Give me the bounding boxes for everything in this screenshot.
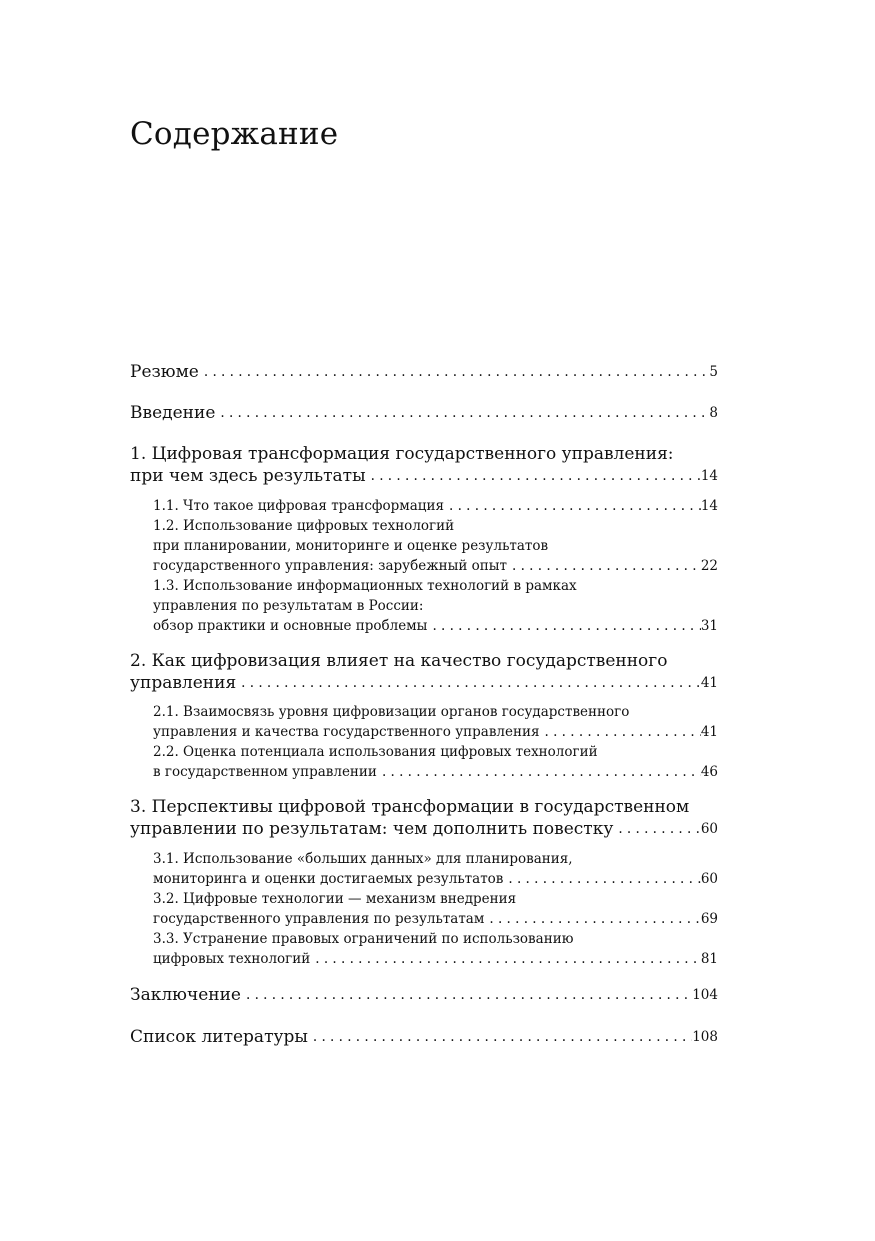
toc-subentry-line: мониторинга и оценки достигаемых результатов <box>153 871 504 887</box>
toc-subentry-line: управления и качества государственного управления <box>153 724 540 740</box>
toc-subentry-3-3 <box>130 929 718 969</box>
toc-entry-text: Заключение <box>130 985 241 1005</box>
toc-page-number: 5 <box>709 364 718 380</box>
toc-page-number: 41 <box>700 675 718 691</box>
table-of-contents <box>130 360 718 1049</box>
toc-subentry-line: цифровых технологий <box>153 951 311 967</box>
toc-page-number: 104 <box>692 987 718 1003</box>
toc-subentry-2-1 <box>130 702 718 742</box>
toc-chapter-2 <box>130 650 718 694</box>
leader-dots <box>540 722 701 742</box>
toc-subentry-1-2 <box>130 516 718 576</box>
leader-dots <box>241 983 692 1007</box>
toc-chapter-title-line: при чем здесь результаты <box>130 466 366 486</box>
toc-subentry-1-3 <box>130 576 718 636</box>
toc-page-number: 14 <box>700 498 718 514</box>
toc-subentry-line: государственного управления: зарубежный опыт <box>153 558 507 574</box>
toc-subentry-line: обзор практики и основные проблемы <box>153 618 428 634</box>
toc-chapter-title-line: 1. Цифровая трансформация государственного управления: <box>130 444 674 464</box>
toc-subentry-line: 3.2. Цифровые технологии — механизм внедрения <box>153 891 517 907</box>
toc-subentry-line: управления по результатам в России: <box>153 598 424 614</box>
leader-dots <box>308 1025 692 1049</box>
toc-subentry-line: 1.1. Что такое цифровая трансформация <box>153 498 445 514</box>
leader-dots <box>427 616 700 636</box>
toc-entry-text: Список литературы <box>130 1027 308 1047</box>
toc-subentry-line: 2.1. Взаимосвязь уровня цифровизации органов государственного <box>153 704 630 720</box>
toc-subentry-line: 1.3. Использование информационных технологий в рамках <box>153 578 577 594</box>
toc-page-number: 108 <box>692 1029 718 1045</box>
leader-dots <box>613 818 700 840</box>
toc-chapter-title-line: 2. Как цифровизация влияет на качество государственного <box>130 651 668 671</box>
leader-dots <box>507 556 701 576</box>
toc-entry-text: Введение <box>130 403 216 423</box>
toc-subentry-2-2 <box>130 742 718 782</box>
toc-entry-bibliography <box>130 1025 718 1049</box>
toc-chapter-title-line: управлении по результатам: чем дополнить повестку <box>130 819 614 839</box>
toc-subentry-1-1 <box>130 496 718 516</box>
toc-entry-text: Резюме <box>130 362 199 382</box>
toc-subentry-line: 3.3. Устранение правовых ограничений по использованию <box>153 931 574 947</box>
toc-page-number: 22 <box>700 558 718 574</box>
toc-page-number: 14 <box>700 468 718 484</box>
toc-page-number: 46 <box>700 764 718 780</box>
toc-page-number: 8 <box>709 405 718 421</box>
leader-dots <box>377 762 701 782</box>
page-title: Содержание <box>130 116 339 152</box>
toc-subentry-3-1 <box>130 849 718 889</box>
toc-page-number: 60 <box>700 871 718 887</box>
toc-entry-conclusion <box>130 983 718 1007</box>
toc-subentry-3-2 <box>130 889 718 929</box>
toc-page-number: 31 <box>700 618 718 634</box>
toc-subentry-line: 2.2. Оценка потенциала использования цифровых технологий <box>153 744 598 760</box>
toc-chapter-title-line: 3. Перспективы цифровой трансформации в государственном <box>130 797 690 817</box>
leader-dots <box>484 909 700 929</box>
toc-page-number: 81 <box>700 951 718 967</box>
toc-page-number: 69 <box>700 911 718 927</box>
leader-dots <box>310 949 701 969</box>
leader-dots <box>503 869 700 889</box>
leader-dots <box>366 465 701 487</box>
leader-dots <box>199 360 710 384</box>
toc-entry-intro <box>130 401 718 425</box>
toc-chapter-1 <box>130 443 718 487</box>
toc-subentry-line: 3.1. Использование «больших данных» для планирования, <box>153 851 573 867</box>
toc-subentry-line: при планировании, мониторинге и оценке результатов <box>153 538 549 554</box>
leader-dots <box>236 672 701 694</box>
toc-subentry-line: государственного управления по результатам <box>153 911 485 927</box>
leader-dots <box>444 496 701 516</box>
toc-subentry-line: 1.2. Использование цифровых технологий <box>153 518 455 534</box>
toc-page-number: 60 <box>700 821 718 837</box>
toc-chapter-title-line: управления <box>130 673 237 693</box>
toc-chapter-3 <box>130 796 718 840</box>
leader-dots <box>215 401 709 425</box>
toc-page-number: 41 <box>700 724 718 740</box>
toc-subentry-line: в государственном управлении <box>153 764 377 780</box>
toc-entry-resume <box>130 360 718 384</box>
